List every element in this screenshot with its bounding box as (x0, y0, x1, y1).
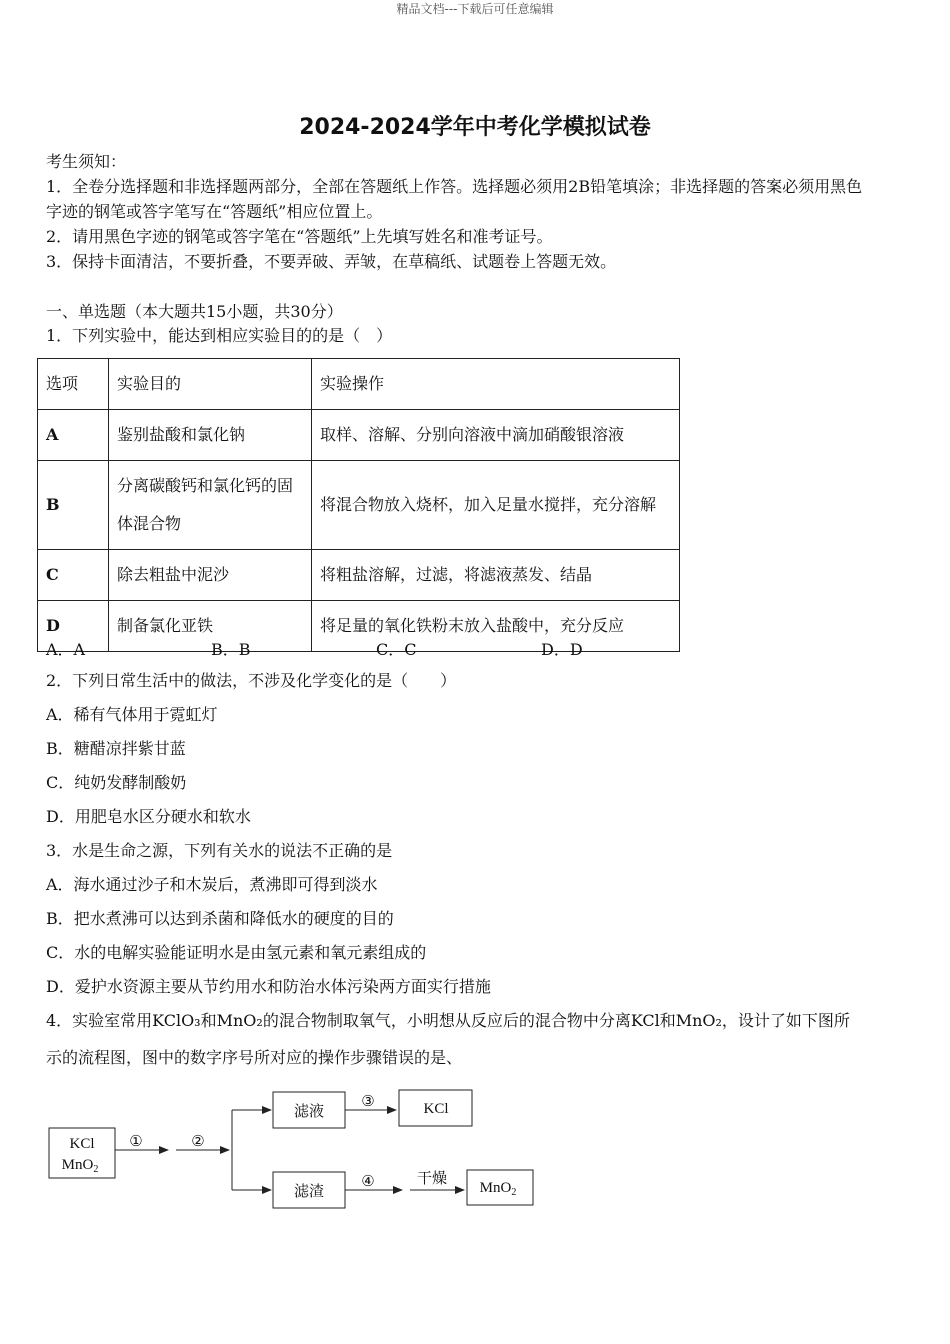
question-3-option: B．把水煮沸可以达到杀菌和降低水的硬度的目的 (46, 909, 394, 928)
table-cell: 除去粗盐中泥沙 (109, 550, 312, 601)
question-1-table (37, 358, 680, 652)
question-3-option: C．水的电解实验能证明水是由氢元素和氧元素组成的 (46, 943, 427, 962)
table-cell: 将足量的氧化铁粉末放入盐酸中，充分反应 (312, 601, 680, 652)
option-d: D．D (541, 640, 583, 659)
question-4-stem-cont: 示的流程图，图中的数字序号所对应的操作步骤错误的是、 (46, 1048, 463, 1067)
table-header-row (38, 359, 680, 410)
section-heading: 一、单选题（本大题共15小题，共30分） (46, 302, 343, 321)
notice-item: 字迹的钢笔或答字笔写在“答题纸”相应位置上。 (46, 202, 383, 221)
notice-item: 1．全卷分选择题和非选择题两部分，全部在答题纸上作答。选择题必须用2B铅笔填涂；非选择题的答案必须用黑色 (46, 177, 863, 196)
page-title: 2024-2024学年中考化学模拟试卷 (299, 115, 651, 140)
question-2-option: A．稀有气体用于霓虹灯 (46, 705, 218, 724)
option-a: A．A (46, 640, 86, 659)
table-cell: 分离碳酸钙和氯化钙的固体混合物 (109, 461, 312, 550)
table-row (38, 550, 680, 601)
table-header: 实验操作 (312, 359, 680, 410)
table-cell: A (38, 410, 109, 461)
option-b: B．B (211, 640, 251, 659)
question-1-stem: 1．下列实验中，能达到相应实验目的的是（ ） (46, 326, 393, 345)
question-2-option: B．糖醋凉拌紫甘蓝 (46, 739, 186, 758)
table-row (38, 461, 680, 550)
question-2-option: D．用肥皂水区分硬水和软水 (46, 807, 251, 826)
table-cell: 将混合物放入烧杯，加入足量水搅拌，充分溶解 (312, 461, 680, 550)
flowchart-diagram (40, 1080, 560, 1220)
question-2-stem: 2．下列日常生活中的做法，不涉及化学变化的是（ ） (46, 671, 457, 690)
notice-heading: 考生须知： (46, 152, 127, 171)
question-3-option: D．爱护水资源主要从节约用水和防治水体污染两方面实行措施 (46, 977, 491, 996)
table-cell: 鉴别盐酸和氯化钠 (109, 410, 312, 461)
step-3-label: ③ (361, 1094, 375, 1110)
question-3-stem: 3．水是生命之源，下列有关水的说法不正确的是 (46, 841, 393, 860)
notice-item: 3．保持卡面清洁，不要折叠，不要弄破、弄皱，在草稿纸、试题卷上答题无效。 (46, 252, 617, 271)
table-cell: B (38, 461, 109, 550)
question-1-options (46, 637, 706, 660)
residue-label: 滤渣 (293, 1182, 325, 1200)
step-2-label: ② (191, 1134, 205, 1150)
table-cell: D (38, 601, 109, 652)
step-1-label: ① (129, 1134, 143, 1150)
question-4-stem: 4．实验室常用KClO₃和MnO₂的混合物制取氧气，小明想从反应后的混合物中分离KCl和MnO₂，设计了如下图所 (46, 1011, 850, 1030)
table-cell: 将粗盐溶解，过滤，将滤液蒸发、结晶 (312, 550, 680, 601)
table-cell: 取样、溶解、分别向溶液中滴加硝酸银溶液 (312, 410, 680, 461)
table-header: 选项 (38, 359, 109, 410)
mno2-label: MnO$_2$ (479, 1180, 517, 1198)
page-header: 精品文档---下载后可任意编辑 (396, 2, 554, 16)
table-header: 实验目的 (109, 359, 312, 410)
notice-item: 2．请用黑色字迹的钢笔或答字笔在“答题纸”上先填写姓名和准考证号。 (46, 227, 553, 246)
option-c: C．C (376, 640, 417, 659)
start-label-kcl: KCl (69, 1136, 95, 1152)
table-row (38, 410, 680, 461)
question-3-option: A．海水通过沙子和木炭后，煮沸即可得到淡水 (46, 875, 378, 894)
step-4-label: ④ (361, 1174, 375, 1190)
table-cell: C (38, 550, 109, 601)
kcl-label: KCl (423, 1101, 449, 1117)
table-cell: 制备氯化亚铁 (109, 601, 312, 652)
filtrate-label: 滤液 (293, 1102, 325, 1120)
dry-label: 干燥 (416, 1169, 448, 1187)
start-label-mno2: MnO$_2$ (61, 1157, 99, 1175)
question-2-option: C．纯奶发酵制酸奶 (46, 773, 187, 792)
